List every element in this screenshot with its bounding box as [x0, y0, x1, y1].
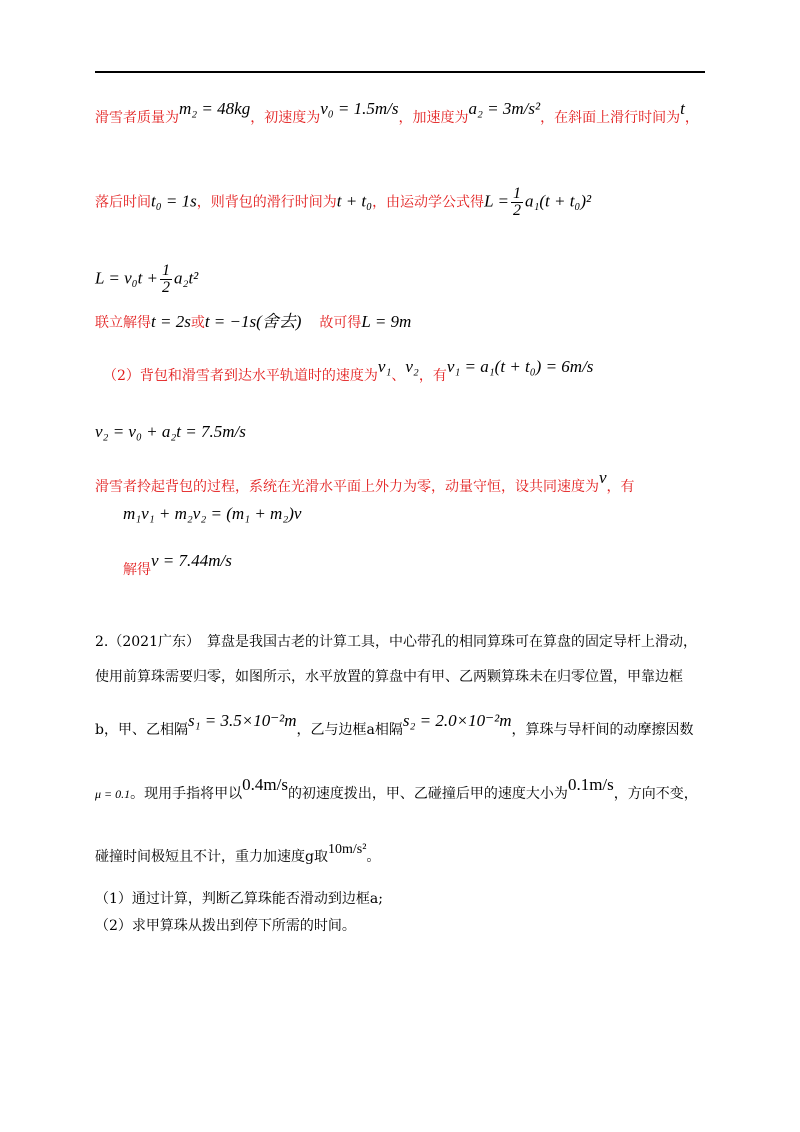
text: ，由运动学公式得 — [372, 194, 485, 211]
question-1 — [95, 890, 383, 908]
text: 滑雪者拎起背包的过程，系统在光滑水平面上外力为零，动量守恒，设共同速度为 — [95, 479, 599, 495]
fraction-numerator: 1 — [162, 262, 171, 279]
math-formula: L = — [484, 191, 509, 211]
math-formula: v₂ = v₀ + a₂t = 7.5m/s — [95, 422, 246, 441]
text: （2）求甲算珠从拨出到停下所需的时间。 — [95, 918, 356, 934]
text: b，甲、乙相隔 — [95, 722, 188, 738]
text: （1）通过计算，判断乙算珠能否滑动到边框a; — [95, 891, 383, 907]
math-result: v = 7.44m/s — [151, 551, 232, 570]
problem-line-1 — [95, 633, 697, 651]
problem-line-4 — [95, 775, 698, 803]
solution-line-4 — [95, 313, 411, 332]
fraction-denominator: 2 — [162, 279, 171, 296]
text: 或 — [190, 315, 205, 331]
math-formula: a₂t² — [174, 268, 199, 288]
text: 的初速度拨出，甲、乙碰撞后甲的速度大小为 — [287, 786, 568, 802]
text: ，方向不变， — [613, 786, 698, 802]
text: ，加速度为 — [398, 110, 469, 126]
text: 2.（2021广东） 算盘是我国古老的计算工具，中心带孔的相同算珠可在算盘的固定导杆上滑动， — [95, 634, 697, 650]
math-initial-velocity: v₀ = 1.5m/s — [320, 99, 399, 118]
text: ，有 — [606, 479, 635, 495]
fraction — [511, 186, 523, 219]
text: 。现用手指将甲以 — [130, 786, 243, 802]
math-common-velocity: v — [599, 468, 607, 487]
fraction-numerator: 1 — [512, 185, 521, 202]
math-acceleration: a₂ = 3m/s² — [468, 99, 541, 118]
fraction — [160, 263, 172, 296]
text: 、 — [391, 368, 406, 384]
solution-line-9 — [123, 551, 232, 579]
solution-line-5 — [103, 357, 594, 385]
text: ，初速度为 — [250, 110, 321, 126]
text: ，则背包的滑行时间为 — [196, 194, 337, 211]
solution-line-7 — [95, 468, 635, 496]
text: 碰撞时间极短且不计，重力加速度g取 — [95, 849, 328, 865]
math-time: t — [680, 99, 685, 118]
math-friction-coefficient: μ = 0.1 — [95, 787, 131, 801]
math-bag-time: t + t₀ — [336, 191, 373, 211]
text: 滑雪者质量为 — [95, 110, 179, 126]
math-result: t = 2s — [151, 312, 191, 331]
text: 使用前算珠需要归零，如图所示，水平放置的算盘中有甲、乙两颗算珠未在归零位置，甲靠边框 — [95, 669, 683, 685]
solution-line-6 — [95, 423, 246, 442]
math-formula: L = v₀t + — [95, 268, 159, 288]
text: 。 — [366, 849, 381, 865]
math-lag-time: t₀ = 1s — [151, 191, 197, 211]
text: 联立解得 — [95, 315, 151, 331]
question-2 — [95, 917, 356, 935]
math-speed-after: 0.1m/s — [567, 775, 614, 794]
text: ，在斜面上滑行时间为 — [540, 110, 681, 126]
text: （2）背包和滑雪者到达水平轨道时的速度为 — [103, 368, 378, 384]
math-distance-s1: s₁ = 3.5×10⁻²m — [187, 711, 297, 730]
math-gravity: 10m/s² — [327, 842, 367, 857]
math-momentum-equation: m₁v₁ + m₂v₂ = (m₁ + m₂)v — [123, 504, 302, 523]
math-result: L = 9m — [361, 312, 412, 331]
problem-line-2 — [95, 668, 683, 686]
header-rule — [95, 71, 705, 73]
problem-line-5 — [95, 842, 381, 867]
text: 故可得 — [319, 315, 362, 331]
text: 落后时间 — [95, 194, 151, 211]
solution-line-2 — [95, 186, 591, 219]
text: ，乙与边框a相隔 — [296, 722, 403, 738]
math-mass: m₂ = 48kg — [179, 99, 251, 118]
math-v2: v₂ — [405, 357, 419, 376]
math-result: t = −1s(舍去) — [204, 312, 302, 331]
text: ，有 — [418, 368, 447, 384]
text: 解得 — [123, 562, 151, 578]
math-distance-s2: s₂ = 2.0×10⁻²m — [402, 711, 512, 730]
text: ， — [684, 110, 699, 126]
solution-line-3 — [95, 263, 198, 296]
math-v1: v₁ — [377, 357, 392, 376]
solution-line-8 — [123, 505, 301, 524]
text: ，算珠与导杆间的动摩擦因数 — [511, 722, 694, 738]
problem-line-3 — [95, 711, 694, 739]
math-formula: a₁(t + t₀)² — [524, 191, 592, 211]
math-initial-speed: 0.4m/s — [242, 775, 288, 794]
math-formula: v₁ = a₁(t + t₀) = 6m/s — [446, 357, 594, 376]
solution-line-1 — [95, 99, 699, 127]
fraction-denominator: 2 — [512, 202, 521, 219]
